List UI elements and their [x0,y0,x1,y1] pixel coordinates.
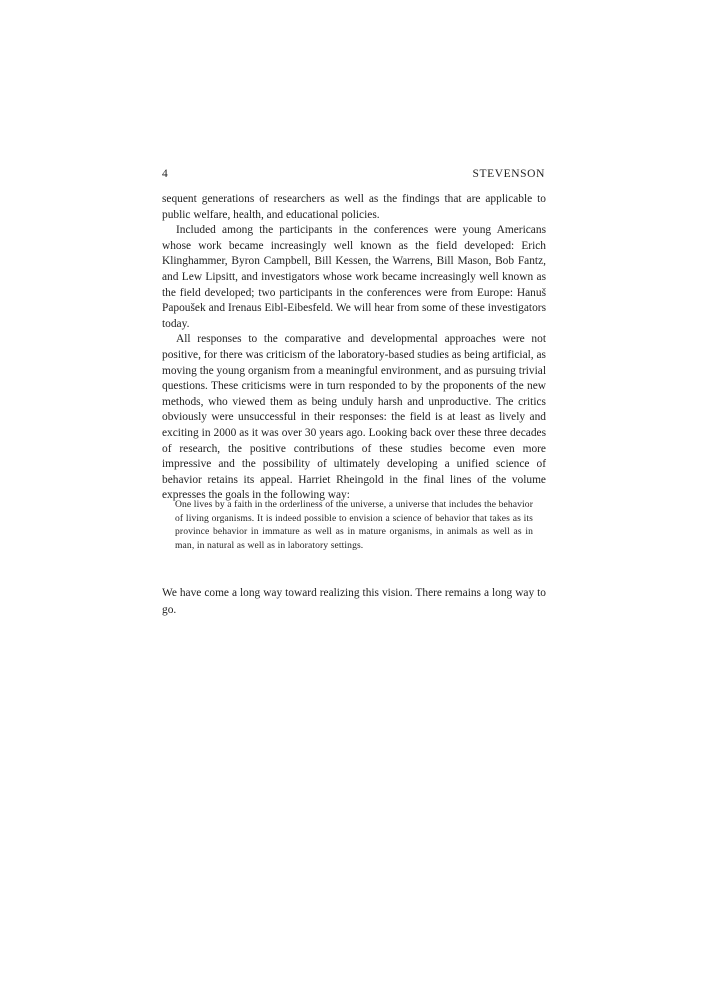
paragraph-participants: Included among the participants in the conferences were young Americans whose work became increasingly well known as the field developed: Erich Klinghammer, Byron Campbell, Bill Kessen, the Warrens, Bill Mason, Bob Fantz, and Lew Lipsitt, and investigators whose work became increasingly well known as the field developed; two participants in the conferences were from Europe: Hanuš Papoušek and Irenaus Eibl-Eibesfeld. We will hear from some of these investigators today. [162,224,546,330]
body-text [162,192,546,504]
running-head-author: STEVENSON [472,168,545,180]
paragraph-continued: sequent generations of researchers as well as the findings that are applicable to public welfare, health, and educational policies. [162,193,546,221]
closing-text: We have come a long way toward realizing this vision. There remains a long way to go. [162,587,546,616]
page-number: 4 [162,168,168,180]
closing-paragraph [162,585,546,619]
block-quote: One lives by a faith in the orderliness of the universe, a universe that includes the behavior of living organisms. It is indeed possible to envision a science of behavior that takes as its province behavior in immature as well as in mature organisms, in animals as well as in man, in natural as well as in laboratory settings. [175,499,533,552]
running-head [162,168,545,184]
paragraph-responses: All responses to the comparative and developmental approaches were not positive, for there was criticism of the laboratory-based studies as being artificial, as moving the young organism from a meaningful environment, and as pursuing trivial questions. These criticisms were in turn responded to by the proponents of the new methods, who viewed them as being unduly harsh and unproductive. The critics obviously were unsuccessful in their responses: the field is at least as lively and exciting in 2000 as it was over 30 years ago. Looking back over these three decades of research, the positive contributions of these studies become even more impressive and the possibility of ultimately developing a unified science of behavior retains its appeal. Harriet Rheingold in the final lines of the volume expresses the goals in the following way: [162,333,546,502]
